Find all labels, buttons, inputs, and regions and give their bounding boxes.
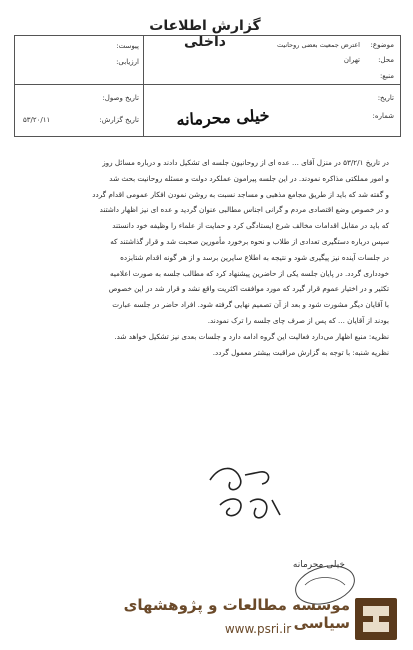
report-body: [24, 155, 389, 360]
report-number-label: پیوست:: [116, 42, 139, 50]
sender-label: ارزیابی:: [116, 58, 139, 66]
subject-label: موضوع:: [370, 41, 394, 49]
subject-value: اعترض جمعیت بعضی روحانیت: [277, 41, 360, 49]
place-value: تهران: [343, 56, 360, 64]
source-label: منبع:: [379, 72, 394, 80]
body-line: که باید در مقابل اقدامات مخالف شرع ایستادگی کرد و حمایت از علماء را وظیفه خود دانستند: [112, 221, 389, 231]
report-date-label: تاریخ گزارش:: [99, 116, 139, 124]
body-line: تکثیر و در اختیار عموم قرار گیرد که مورد موافقت اکثریت واقع نشد و قرار شد در این خصوص: [108, 284, 389, 294]
bottom-signature: خیلی محرمانه: [292, 560, 345, 570]
body-line: با آقایان دیگر مشورت شود و بعد از آن تصمیم نهایی گرفته شود. افراد حاضر در جلسه عبارت: [112, 300, 389, 310]
number-label: شماره:: [372, 112, 394, 120]
institute-logo-icon: [355, 598, 397, 640]
body-line: و در خصوص وضع اقتصادی مردم و گرانی اجناس مطالبی عنوان گردید و عده ای نیز اظهار داشتند: [99, 205, 389, 215]
date-label: تاریخ:: [377, 94, 394, 102]
body-line: در جلسات آینده نیز پیگیری شود و نتیجه به اطلاع سایرین برسد و از هر گونه اقدام شتابزده: [120, 252, 389, 262]
place-label: محل:: [378, 56, 394, 64]
body-line: سپس درباره دستگیری تعدادی از طلاب و نحوه برخورد مأمورین صحبت شد و قرار گذاشتند که: [110, 236, 389, 246]
body-line: بودند از آقایان ... که پس از صرف چای جلسه را ترک نمودند.: [207, 315, 389, 325]
body-line: نظریه: منبع اظهار می‌دارد فعالیت این گروه ادامه دارد و جلسات بعدی نیز تشکیل خواهد شد.: [114, 331, 389, 341]
body-line: نظریه شنبه: با توجه به گزارش مراقبت بیشتر معمول گردد.: [212, 347, 389, 357]
form-row-divider: [15, 84, 400, 85]
document-title: گزارش اطلاعات داخلی: [149, 18, 261, 50]
receive-date-label: تاریخ وصول:: [102, 94, 139, 102]
body-line: خودداری گردد. در پایان جلسه یکی از حاضرین پیشنهاد کرد که مطالب جلسه به صورت اعلامیه: [110, 268, 389, 278]
form-divider: [143, 36, 144, 136]
body-line: و امور مملکتی مذاکره نمودند. در این جلسه پیرامون عملکرد دولت و مسئله روحانیت بحث شد: [109, 173, 389, 183]
body-line: و گفته شد که باید از طریق مجامع مذهبی و مساجد نسبت به روشن نمودن افکار عمومی اقدام گردد: [92, 189, 389, 199]
watermark-url: www.psri.ir: [224, 622, 292, 636]
body-line: در تاریخ ۵۳/۲/۱ در منزل آقای ... عده ای از روحانیون جلسه ای تشکیل دادند و درباره مسائل روز: [102, 158, 389, 167]
handwritten-annotation-icon: [200, 460, 290, 530]
watermark-org-name: موسسه مطالعات و پژوهشهای سیاسی: [123, 596, 350, 632]
report-date-value: ۵۳/۲۰/۱۱: [23, 116, 51, 124]
classification-stamp: خیلی محرمانه: [176, 105, 270, 130]
